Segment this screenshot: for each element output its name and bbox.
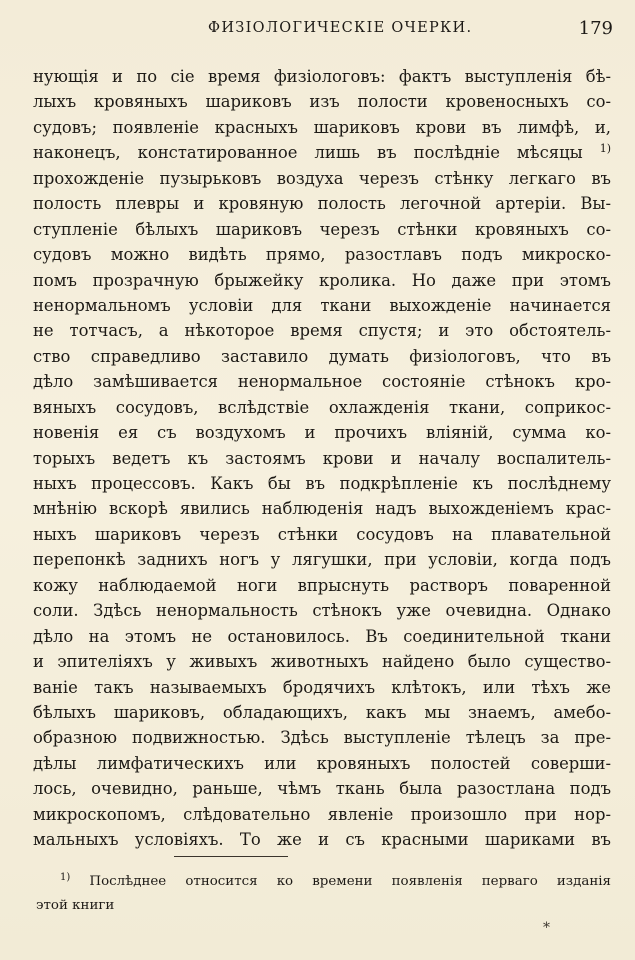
text-line-14: вяныхъ сосудовъ, вслѣдствіе охлажденія ткани, соприкос- xyxy=(33,397,611,417)
text-line-4 xyxy=(33,140,611,165)
footnote-reference: 1) xyxy=(599,142,611,156)
footnote-line-2: этой книги xyxy=(36,898,115,913)
text-line-12: ство справедливо заставило думать физіологовъ, что въ xyxy=(33,346,611,366)
running-title: ФИЗІОЛОГИЧЕСКІЕ ОЧЕРКИ. xyxy=(208,20,473,36)
footnote-line-1-text: Послѣднее относится ко времени появленія перваго изданія xyxy=(89,874,611,889)
footnote-line-1 xyxy=(60,870,611,894)
text-line-24: и эпителіяхъ у живыхъ животныхъ найдено было существо- xyxy=(33,652,611,672)
text-line-8: судовъ можно видѣть прямо, разостлавъ подъ микроско- xyxy=(33,245,611,265)
text-line-30: микроскопомъ, слѣдовательно явленіе произошло при нор- xyxy=(33,804,611,824)
text-line-6: полость плевры и кровяную полость легочной артеріи. Вы- xyxy=(33,194,611,214)
text-line-18: мнѣнію вскорѣ явились наблюденія надъ выхожденіемъ крас- xyxy=(33,499,611,519)
text-line-10: ненормальномъ условіи для ткани выхожденіе начинается xyxy=(33,295,611,315)
page-header xyxy=(0,18,635,42)
text-line-23: дѣло на этомъ не остановилось. Въ соединительной ткани xyxy=(33,626,611,646)
page-number: 179 xyxy=(578,18,613,39)
text-line-26: бѣлыхъ шариковъ, обладающихъ, какъ мы знаемъ, амебо- xyxy=(33,702,611,722)
text-line-11: не тотчасъ, а нѣкоторое время спустя; и это обстоятель- xyxy=(33,321,611,341)
text-line-3: судовъ; появленіе красныхъ шариковъ крови въ лимфѣ, и, xyxy=(33,117,611,137)
text-line-29: лось, очевидно, раньше, чѣмъ ткань была разостлана подъ xyxy=(33,779,611,799)
footnote-separator xyxy=(174,856,288,857)
text-line-25: ваніе такъ называемыхъ бродячихъ клѣтокъ, или тѣхъ же xyxy=(33,677,611,697)
footnote xyxy=(36,870,611,918)
footnote-marker: 1) xyxy=(60,872,71,883)
body-text xyxy=(33,64,611,853)
text-line-27: образною подвижностью. Здѣсь выступленіе тѣлецъ за пре- xyxy=(33,728,611,748)
text-line-9: помъ прозрачную брыжейку кролика. Но даже при этомъ xyxy=(33,270,611,290)
text-line-2: лыхъ кровяныхъ шариковъ изъ полости кровеносныхъ со- xyxy=(33,92,611,112)
text-line-28: дѣлы лимфатическихъ или кровяныхъ полостей соверши- xyxy=(33,753,611,773)
text-line-31: мальныхъ условіяхъ. То же и съ красными шариками въ xyxy=(33,830,611,850)
text-line-19: ныхъ шариковъ черезъ стѣнки сосудовъ на плавательной xyxy=(33,524,611,544)
text-line-22: соли. Здѣсь ненормальность стѣнокъ уже очевидна. Однако xyxy=(33,601,611,621)
text-line-15: новенія ея съ воздухомъ и прочихъ вліяній, сумма ко- xyxy=(33,423,611,443)
signature-mark: * xyxy=(543,920,550,936)
text-line-4-text: наконецъ, констатированное лишь въ послѣдніе мѣсяцы xyxy=(33,143,583,163)
text-line-16: торыхъ ведетъ къ застоямъ крови и началу воспалитель- xyxy=(33,448,611,468)
text-line-13: дѣло замѣшивается ненормальное состояніе стѣнокъ кро- xyxy=(33,372,611,392)
text-line-7: ступленіе бѣлыхъ шариковъ черезъ стѣнки кровяныхъ со- xyxy=(33,219,611,239)
text-line-17: ныхъ процессовъ. Какъ бы въ подкрѣпленіе къ послѣднему xyxy=(33,474,611,493)
text-line-1: нующія и по сіе время физіологовъ: фактъ выступленія бѣ- xyxy=(33,67,611,86)
text-line-21: кожу наблюдаемой ноги впрыснуть растворъ поваренной xyxy=(33,575,611,595)
text-line-5: прохожденіе пузырьковъ воздуха черезъ стѣнку легкаго въ xyxy=(33,168,611,188)
text-line-20: перепонкѣ заднихъ ногъ у лягушки, при условіи, когда подъ xyxy=(33,550,611,570)
